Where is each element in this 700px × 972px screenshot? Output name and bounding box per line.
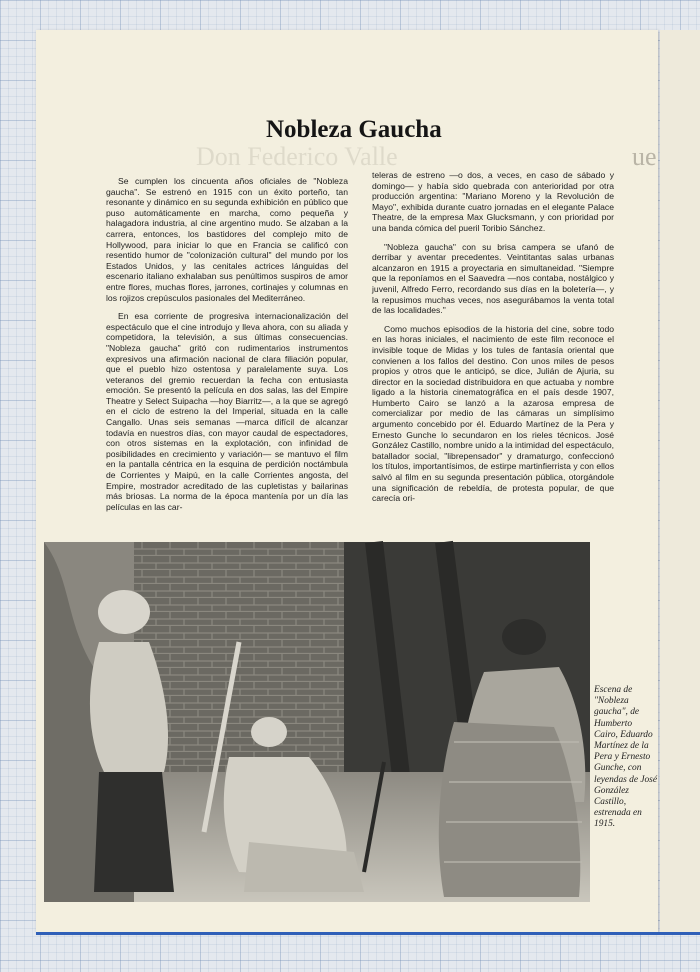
paragraph: teleras de estreno —o dos, a veces, en caso de sábado y domingo— y había sido quebrada con anterioridad por otra producción argentina: "Mariano Moreno y la Revolución de Mayo", exhibida durante cuatro jornadas en el elegante Palace Theatre, de la empresa Max Glucksmann, y con prioridad por una banda cómica del pueril Toribio Sánchez. bbox=[372, 170, 614, 233]
article-column-left bbox=[106, 176, 348, 520]
paragraph: En esa corriente de progresiva internacionalización del espectáculo que el cine introdujo y lleva ahora, con su aliada y competidora, la televisión, a sus últimas consecuencias. "Nobleza gaucha" gritó con rudimentarios instrumentos expresivos una afirmación nacional de clara filiación popular, que el pueblo hizo ostentosa y paralelamente suya. Los veteranos del gremio recuerdan la fecha con entusiasta emoción. Se presentó la película en dos salas, las del Empire Theatre y Select Suipacha —hoy Biarritz—, a la que se agregó en el ciclo de estreno la del Imperial, situada en la calle Cangallo. Unas seis semanas —marca difícil de alcanzar todavía en nuestros días, con mayor caudal de espectadores, con otros sistemas en la explotación, con infinidad de posibilidades en crecimiento y variación— se mantuvo el film en la pantalla céntrica en la esquina de perdición noctámbula de Corrientes y Maipú, en la calle Corrientes angosta, del Empire, mostrador acreditado de las cupletistas y bailarinas más briosas. La norma de la época mantenía por un día las películas en las car- bbox=[106, 311, 348, 512]
paragraph: Como muchos episodios de la historia del cine, sobre todo en las horas iniciales, el nacimiento de este film reconoce el invisible toque de Midas y los tules de fantasía oriental que convienen a los fallos del destino. Con unos miles de pesos propios y otros que le anticipó, se dice, Julián de Ajuria, su director en la sociedad distribuidora en que actuaba y nombre ligado a la historia cinematográfica en el país desde 1907, Humberto Cairo se lanzó a la azarosa empresa de comercializar por medio de las cámaras un simplísimo argumento concebido por él. Eduardo Martínez de la Pera y Ernesto Gunche lo secundaron en los rieles técnicos. José González Castillo, nombre unido a la intimidad del espectáculo, batallador social, "librepensador" y dramaturgo, confeccionó los títulos, importantísimos, de estirpe martinfierrista y con ellos salvó al film en su segunda presentación pública, otorgándole una significación de rebeldía, de protesta popular, de que carecía ori- bbox=[372, 323, 614, 504]
adjacent-page-edge bbox=[632, 30, 700, 932]
article-column-right bbox=[372, 170, 614, 512]
photo-caption: Escena de "Nobleza gaucha", de Humberto Cairo, Eduardo Martínez de la Pera y Ernesto Gunche, con leyendas de José González Castillo, estrenada en 1915. bbox=[594, 685, 657, 830]
paper-edge-line bbox=[36, 932, 700, 935]
adjacent-page-heading-fragment: ue bbox=[632, 142, 657, 171]
article-title: Nobleza Gaucha bbox=[266, 116, 442, 143]
paragraph: "Nobleza gaucha" con su brisa campera se ufanó de derribar y aventar precedentes. Veintitantas salas urbanas alcanzaron en 1915 a proyectaria en simultaneidad. "Siempre que la reponíamos en el Saavedra —nos contaba, nostálgico y juvenil, Alfredo Ferro, recordando sus días en la boletería—, y la repusimos muchas veces, nos asegurábamos la venta total de las localidades." bbox=[372, 241, 614, 316]
magazine-page bbox=[36, 30, 658, 932]
paragraph: Se cumplen los cincuenta años oficiales de "Nobleza gaucha". Se estrenó en 1915 con un éxito porteño, tan resonante y dinámico en su segunda exhibición en público que puso automáticamente en marcha, como pequeña y halagadora industria, al cine argentino mudo. Se alzaban a la carrera, entonces, los bastidores del complejo mito de Hollywood, para iniciar lo que en Francia se calificó con resentido humor de "colonización cultural" del mundo por los Estados Unidos, y las cenitales actrices lánguidas del escenario italiano exhalaban sus penúltimos suspiros de amor entre flores, muchas flores, jarrones, cortinajes y columnas en los rojizos crepúsculos pasionales del Mediterráneo. bbox=[106, 176, 348, 303]
show-through-heading: Don Federico Valle bbox=[196, 142, 398, 171]
film-still-illustration bbox=[44, 542, 590, 902]
film-still-photo bbox=[44, 542, 590, 902]
